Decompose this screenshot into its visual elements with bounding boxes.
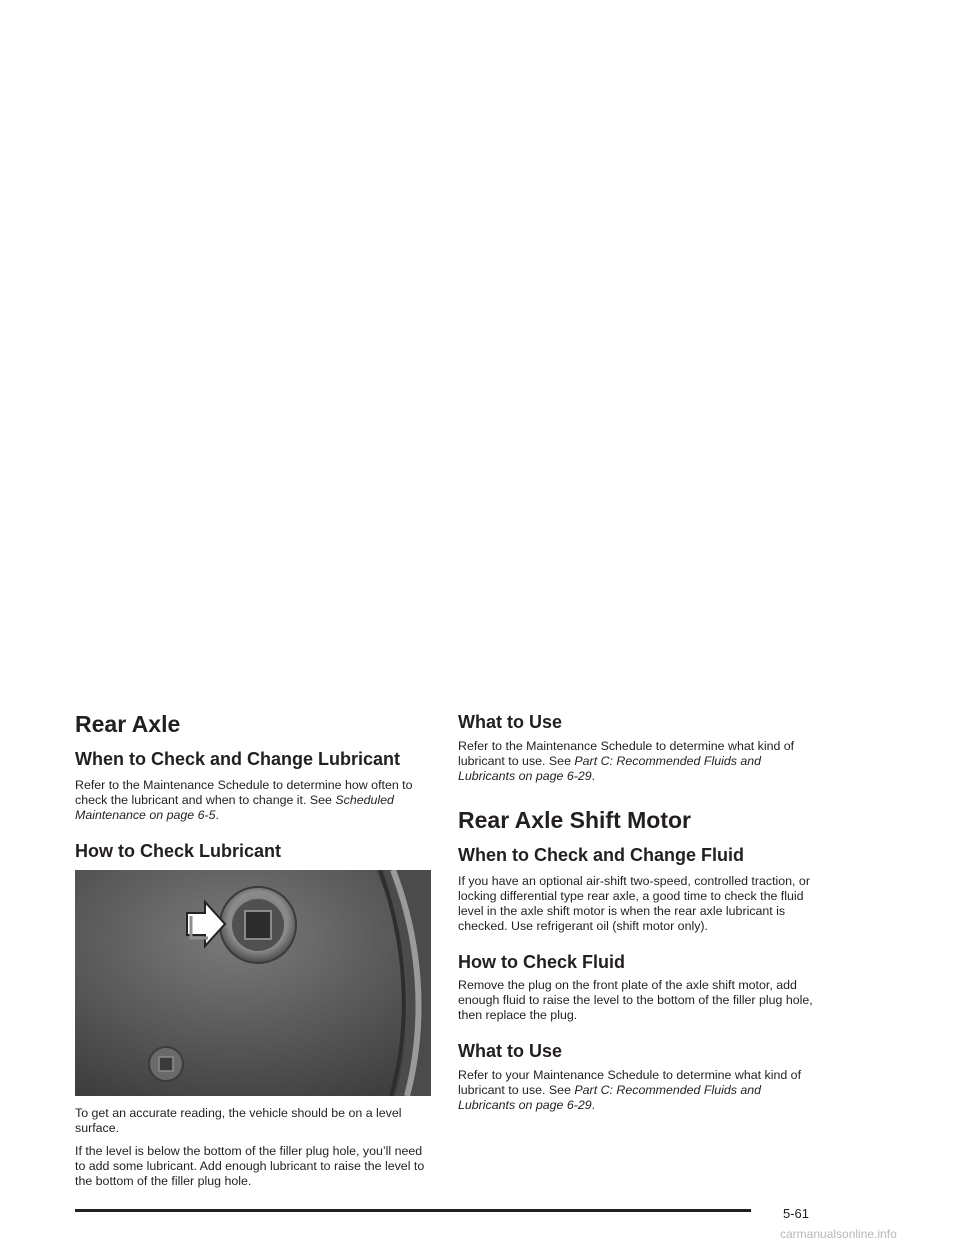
watermark: carmanualsonline.info — [780, 1227, 897, 1241]
footer-rule — [75, 1209, 751, 1212]
filler-plug-illustration — [75, 870, 431, 1096]
paragraph-what-to-use: Refer to the Maintenance Schedule to determine what kind of lubricant to use. See Part C: Recommended Fluids and Lubricants on page 6-29. — [458, 738, 795, 783]
reference-recommended-fluids[interactable]: Part C: Recommended Fluids and Lubricants on page 6-29 — [458, 753, 762, 783]
paragraph-below-filler-plug: If the level is below the bottom of the filler plug hole, you’ll need to add some lubricant. Add enough lubricant to raise the level to the bottom of the filler plug hole. — [75, 1143, 425, 1188]
left-column — [75, 712, 435, 1197]
paragraph-how-to-check-fluid: Remove the plug on the front plate of the axle shift motor, add enough fluid to raise the level to the bottom of the filler plug hole, then replace the plug. — [458, 978, 813, 1023]
axle-filler-plug-photo — [75, 870, 431, 1096]
heading-when-to-check-lubricant: When to Check and Change Lubricant — [75, 749, 401, 770]
heading-when-to-check-fluid: When to Check and Change Fluid — [458, 844, 745, 865]
right-column — [458, 712, 818, 1121]
heading-what-to-use-fluid: What to Use — [458, 1041, 563, 1062]
page-number: 5-61 — [783, 1206, 810, 1221]
heading-how-to-check-fluid: How to Check Fluid — [458, 951, 626, 972]
paragraph-when-to-check-fluid: If you have an optional air-shift two-speed, controlled traction, or locking differential type rear axle, a good time to check the fluid level in the axle shift motor is when the rear axle lubricant is checked. Use refrigerant oil (shift motor only). — [458, 873, 810, 933]
reference-scheduled-maintenance[interactable]: Scheduled Maintenance on page 6-5 — [75, 792, 394, 822]
heading-how-to-check-lubricant: How to Check Lubricant — [75, 840, 282, 861]
paragraph-level-surface: To get an accurate reading, the vehicle should be on a level surface. — [75, 1105, 402, 1135]
reference-recommended-fluids-2[interactable]: Part C: Recommended Fluids and Lubricants on page 6-29 — [458, 1083, 762, 1113]
paragraph-when-to-check: Refer to the Maintenance Schedule to determine how often to check the lubricant and when to change it. See Scheduled Maintenance on page 6-5. — [75, 777, 413, 822]
heading-what-to-use: What to Use — [458, 712, 563, 732]
paragraph-what-to-use-fluid: Refer to your Maintenance Schedule to determine what kind of lubricant to use. See Part C: Recommended Fluids and Lubricants on page 6-29. — [458, 1068, 802, 1113]
section-title-shift-motor: Rear Axle Shift Motor — [458, 806, 692, 833]
section-title: Rear Axle — [75, 711, 181, 737]
